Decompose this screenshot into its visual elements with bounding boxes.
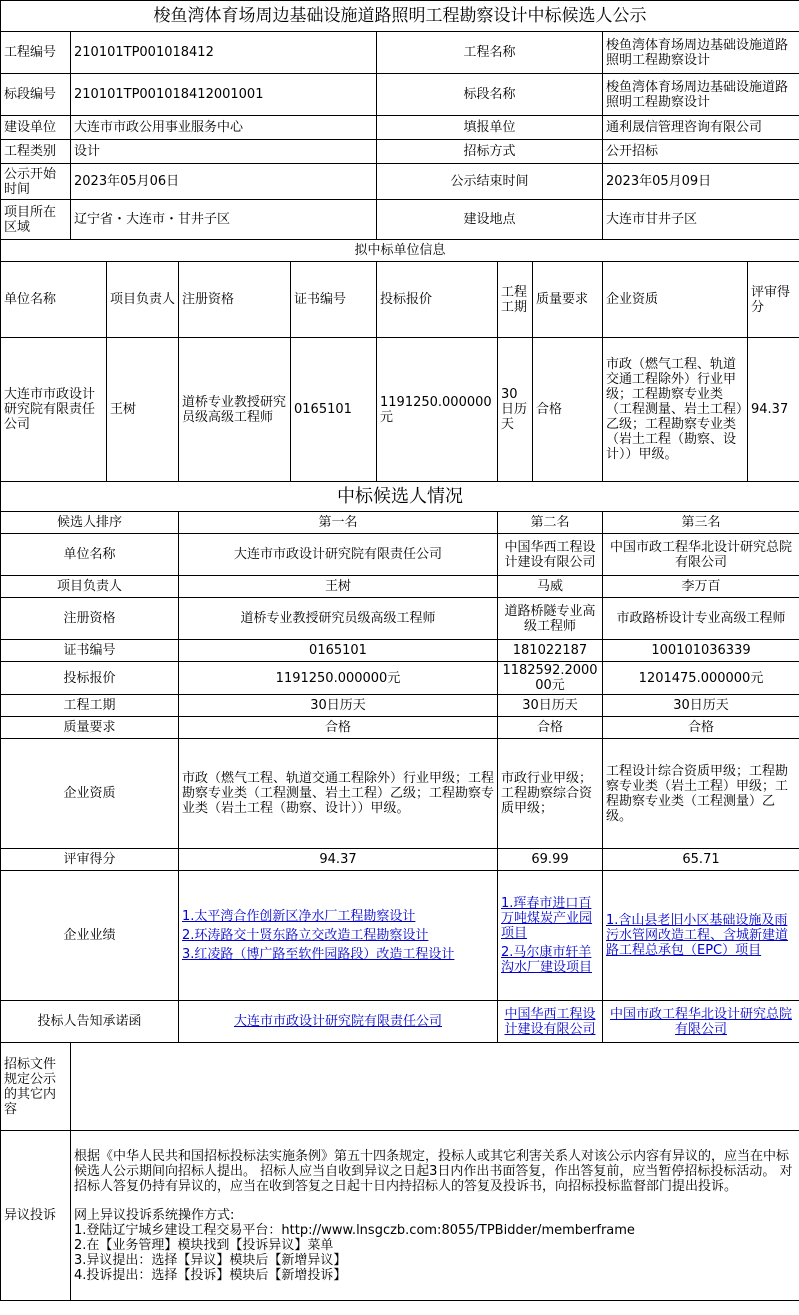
candidate-2-manager: 马威 <box>498 576 603 598</box>
candidate-2-achievement-link[interactable]: 2.马尔康市轩羊沟水厂建设项目 <box>501 945 593 975</box>
location: 大连市甘井子区 <box>603 200 799 240</box>
method: 公开招标 <box>603 140 799 164</box>
label-section-no: 标段编号 <box>1 74 71 116</box>
winner-score: 94.37 <box>748 338 799 482</box>
winner-header-enterprise-qual: 企业资质 <box>603 262 748 338</box>
other-content-label: 招标文件规定公示的其它内容 <box>1 1043 71 1131</box>
candidate-3-quality: 合格 <box>603 717 799 739</box>
candidates-heading: 中标候选人情况 <box>1 482 799 512</box>
label-category: 工程类别 <box>1 140 71 164</box>
winner-header-price: 投标报价 <box>377 262 498 338</box>
candidate-3-price: 1201475.000000元 <box>603 662 799 695</box>
builder: 大连市市政公用事业服务中心 <box>71 116 377 140</box>
winner-header-manager: 项目负责人 <box>107 262 179 338</box>
section-name: 梭鱼湾体育场周边基础设施道路照明工程勘察设计 <box>603 74 799 116</box>
row-label-qualification: 注册资格 <box>1 598 179 640</box>
candidate-1-achievement-link[interactable]: 3.红凌路（博广路至软件园路段）改造工程设计 <box>182 947 455 962</box>
dispute-step: 1.登陆辽宁城乡建设工程交易平台：http://www.lnsgczb.com:8055/TPBidder/memberframe <box>74 1222 635 1238</box>
row-label-cert: 证书编号 <box>1 640 179 662</box>
winner-header-score: 评审得分 <box>748 262 799 338</box>
winner-duration: 30日历天 <box>498 338 533 482</box>
label-method: 招标方式 <box>377 140 603 164</box>
dispute-label: 异议投诉 <box>1 1131 71 1301</box>
winner-manager: 王树 <box>107 338 179 482</box>
candidate-2-quality: 合格 <box>498 717 603 739</box>
project-name: 梭鱼湾体育场周边基础设施道路照明工程勘察设计 <box>603 32 799 74</box>
dispute-spacer <box>74 1194 796 1208</box>
candidate-3-achievement-link[interactable]: 1.含山县老旧小区基础设施及雨污水管网改造工程、含城新建道路工程总承包（EPC）项目 <box>606 913 789 958</box>
label-location: 建设地点 <box>377 200 603 240</box>
candidate-2-cert: 181022187 <box>498 640 603 662</box>
label-end: 公示结束时间 <box>377 164 603 200</box>
candidate-1-achievement-link[interactable]: 2.环涛路交十贤东路立交改造工程勘察设计 <box>182 928 429 943</box>
winner-header-company: 单位名称 <box>1 262 107 338</box>
dispute-content <box>71 1131 799 1301</box>
candidate-3-manager: 李万百 <box>603 576 799 598</box>
candidate-1-duration: 30日历天 <box>179 695 498 717</box>
page-title: 梭鱼湾体育场周边基础设施道路照明工程勘察设计中标候选人公示 <box>1 1 799 32</box>
row-label-score: 评审得分 <box>1 849 179 871</box>
candidate-2-company: 中国华西工程设计建设有限公司 <box>498 534 603 576</box>
row-label-enterprise-qual: 企业资质 <box>1 739 179 849</box>
winner-header-qualification: 注册资格 <box>179 262 291 338</box>
dispute-step: 3.异议提出：选择【异议】模块后【新增异议】 <box>74 1252 347 1268</box>
region: 辽宁省・大连市・甘井子区 <box>71 200 377 240</box>
candidate-3-letter-cell <box>603 1001 799 1043</box>
label-project-name: 工程名称 <box>377 32 603 74</box>
row-label-commitment-letter: 投标人告知承诺函 <box>1 1001 179 1043</box>
label-project-no: 工程编号 <box>1 32 71 74</box>
candidate-1-quality: 合格 <box>179 717 498 739</box>
candidate-3-qualification: 市政路桥设计专业高级工程师 <box>603 598 799 640</box>
rank-3: 第三名 <box>603 512 799 534</box>
project-no: 210101TP001018412 <box>71 32 377 74</box>
candidate-1-score: 94.37 <box>179 849 498 871</box>
candidate-1-manager: 王树 <box>179 576 498 598</box>
dispute-paragraph: 根据《中华人民共和国招标投标法实施条例》第五十四条规定，投标人或其它利害关系人对该公示内容有异议的，应当在中标候选人公示期间向招标人提出。 招标人应当自收到异议之日起3日内作出书面答复，作出答复前，应当暂停招标投标活动。 对招标人答复仍持有异议的，应当在收到答复之日起十日内持招标人的答复及投诉书，向招标投标监督部门提出投诉。 <box>74 1148 793 1194</box>
candidate-2-score: 69.99 <box>498 849 603 871</box>
rank-label: 候选人排序 <box>1 512 179 534</box>
candidate-1-letter-link[interactable]: 大连市市政设计研究院有限责任公司 <box>233 1014 442 1029</box>
dispute-steps-title: 网上异议投诉系统操作方式: <box>74 1207 235 1223</box>
candidate-3-letter-link[interactable]: 中国市政工程华北设计研究总院有限公司 <box>609 1006 792 1037</box>
candidate-2-price: 1182592.200000元 <box>498 662 603 695</box>
winner-quality: 合格 <box>533 338 603 482</box>
candidate-1-qualification: 道桥专业教授研究员级高级工程师 <box>179 598 498 640</box>
reporter: 通利晟信管理咨询有限公司 <box>603 116 799 140</box>
winner-price: 1191250.000000元 <box>377 338 498 482</box>
winner-cert: 0165101 <box>291 338 377 482</box>
candidate-2-achievements <box>498 871 603 1001</box>
candidate-2-letter-cell <box>498 1001 603 1043</box>
candidate-1-letter-cell <box>179 1001 498 1043</box>
candidate-3-duration: 30日历天 <box>603 695 799 717</box>
candidate-3-enterprise-qual: 工程设计综合资质甲级；工程勘察专业类（岩土工程）甲级；工程勘察专业类（工程测量）乙级。 <box>603 739 799 849</box>
row-label-achievements: 企业业绩 <box>1 871 179 1001</box>
row-label-company: 单位名称 <box>1 534 179 576</box>
label-start: 公示开始时间 <box>1 164 71 200</box>
label-builder: 建设单位 <box>1 116 71 140</box>
other-content <box>71 1043 799 1131</box>
candidate-2-letter-link[interactable]: 中国华西工程设计建设有限公司 <box>504 1006 596 1037</box>
label-region: 项目所在区域 <box>1 200 71 240</box>
category: 设计 <box>71 140 377 164</box>
label-section-name: 标段名称 <box>377 74 603 116</box>
candidate-1-achievements <box>179 871 498 1001</box>
candidate-1-enterprise-qual: 市政（燃气工程、轨道交通工程除外）行业甲级；工程勘察专业类（工程测量、岩土工程）乙级；工程勘察专业类（岩土工程（勘察、设计））甲级。 <box>179 739 498 849</box>
candidate-1-company: 大连市市政设计研究院有限责任公司 <box>179 534 498 576</box>
candidate-2-enterprise-qual: 市政行业甲级；工程勘察综合资质甲级； <box>498 739 603 849</box>
winner-header-cert: 证书编号 <box>291 262 377 338</box>
row-label-price: 投标报价 <box>1 662 179 695</box>
row-label-manager: 项目负责人 <box>1 576 179 598</box>
start-date: 2023年05月06日 <box>71 164 377 200</box>
row-label-duration: 工程工期 <box>1 695 179 717</box>
candidate-1-price: 1191250.000000元 <box>179 662 498 695</box>
candidate-2-achievement-link[interactable]: 1.珲春市进口百万吨煤炭产业园项目 <box>501 896 593 941</box>
winner-qualification: 道桥专业教授研究员级高级工程师 <box>179 338 291 482</box>
dispute-step: 4.投诉提出：选择【投诉】模块后【新增投诉】 <box>74 1267 347 1283</box>
section-no: 210101TP001018412001001 <box>71 74 377 116</box>
end-date: 2023年05月09日 <box>603 164 799 200</box>
winner-company: 大连市市政设计研究院有限责任公司 <box>1 338 107 482</box>
rank-1: 第一名 <box>179 512 498 534</box>
row-label-quality: 质量要求 <box>1 717 179 739</box>
candidate-2-qualification: 道路桥隧专业高级工程师 <box>498 598 603 640</box>
candidate-2-duration: 30日历天 <box>498 695 603 717</box>
candidate-1-achievement-link[interactable]: 1.太平湾合作创新区净水厂工程勘察设计 <box>182 909 416 924</box>
winner-heading: 拟中标单位信息 <box>1 240 799 262</box>
label-reporter: 填报单位 <box>377 116 603 140</box>
candidate-1-cert: 0165101 <box>179 640 498 662</box>
candidate-3-achievements <box>603 871 799 1001</box>
winner-enterprise-qual: 市政（燃气工程、轨道交通工程除外）行业甲级；工程勘察专业类（工程测量、岩土工程）乙级；工程勘察专业类（岩土工程（勘察、设计））甲级。 <box>603 338 748 482</box>
candidate-3-company: 中国市政工程华北设计研究总院有限公司 <box>603 534 799 576</box>
candidate-3-score: 65.71 <box>603 849 799 871</box>
candidate-3-cert: 100101036339 <box>603 640 799 662</box>
rank-2: 第二名 <box>498 512 603 534</box>
dispute-step: 2.在【业务管理】模块找到【投诉异议】菜单 <box>74 1237 334 1253</box>
winner-header-duration: 工程工期 <box>498 262 533 338</box>
winner-header-quality: 质量要求 <box>533 262 603 338</box>
